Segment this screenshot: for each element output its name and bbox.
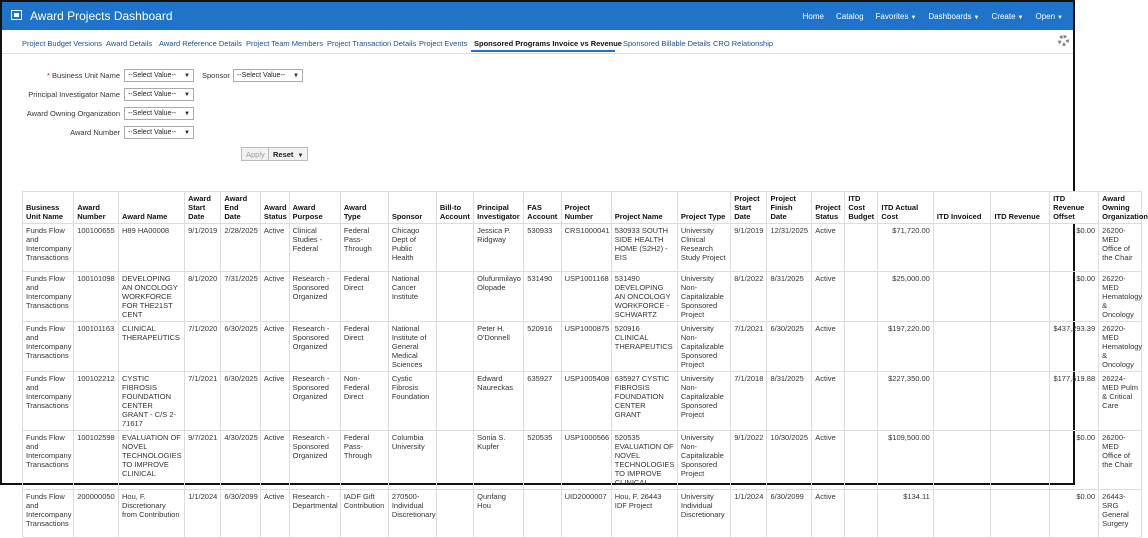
- table-cell: 100101163: [74, 322, 119, 372]
- table-cell: [524, 490, 561, 538]
- tab-cro-relationship[interactable]: CRO Relationship: [713, 39, 774, 48]
- table-cell: $109,500.00: [878, 431, 933, 490]
- nav-open[interactable]: Open ▼: [1035, 12, 1063, 21]
- table-cell: University Non-Capitalizable Sponsored Project: [677, 322, 730, 372]
- table-cell: H89 HA00008: [118, 224, 184, 272]
- table-cell: Funds Flow and Intercompany Transactions: [23, 224, 74, 272]
- table-cell: 7/1/2021: [185, 372, 221, 431]
- table-cell: $134.11: [878, 490, 933, 538]
- table-row[interactable]: [23, 272, 1142, 322]
- column-header[interactable]: ITD Revenue: [991, 192, 1050, 224]
- table-cell: Active: [260, 224, 289, 272]
- table-cell: Olufunmilayo Olopade: [474, 272, 524, 322]
- table-cell: Active: [812, 224, 845, 272]
- table-cell: CLINICAL THERAPEUTICS: [118, 322, 184, 372]
- award-number-select[interactable]: --Select Value-- ▼: [124, 126, 194, 139]
- table-cell: University Non-Capitalizable Sponsored Project: [677, 272, 730, 322]
- table-cell: 635927: [524, 372, 561, 431]
- table-row[interactable]: [23, 490, 1142, 538]
- table-cell: Peter H. O'Donnell: [474, 322, 524, 372]
- table-cell: [933, 272, 991, 322]
- table-row[interactable]: [23, 431, 1142, 490]
- tab-award-details[interactable]: Award Details: [106, 39, 153, 48]
- table-cell: 1/1/2024: [185, 490, 221, 538]
- table-cell: 520916 CLINICAL THERAPEUTICS: [611, 322, 677, 372]
- tab-project-team-members[interactable]: Project Team Members: [246, 39, 323, 48]
- column-header[interactable]: Principal Investigator: [474, 192, 524, 224]
- column-header[interactable]: Award Status: [260, 192, 289, 224]
- table-cell: 530933 SOUTH SIDE HEALTH HOME (S2H2) - EIS: [611, 224, 677, 272]
- table-cell: CYSTIC FIBROSIS FOUNDATION CENTER GRANT - C/S 2-71617: [118, 372, 184, 431]
- table-body: [23, 224, 1142, 538]
- table-row[interactable]: [23, 322, 1142, 372]
- apply-button[interactable]: Apply: [241, 147, 270, 161]
- table-cell: 6/30/2099: [221, 490, 260, 538]
- table-cell: Active: [260, 372, 289, 431]
- table-cell: 100102212: [74, 372, 119, 431]
- table-cell: 100102598: [74, 431, 119, 490]
- column-header[interactable]: Award Name: [118, 192, 184, 224]
- table-cell: 7/1/2021: [731, 322, 767, 372]
- table-cell: [845, 322, 878, 372]
- table-row[interactable]: [23, 372, 1142, 431]
- business-unit-label: * Business Unit Name: [47, 71, 120, 80]
- table-cell: [845, 224, 878, 272]
- table-cell: Non-Federal Direct: [340, 372, 388, 431]
- tab-project-events[interactable]: Project Events: [419, 39, 468, 48]
- table-cell: [991, 490, 1050, 538]
- table-cell: 9/1/2019: [731, 224, 767, 272]
- table-cell: 7/31/2025: [221, 272, 260, 322]
- table-cell: Funds Flow and Intercompany Transactions: [23, 372, 74, 431]
- table-cell: 520535: [524, 431, 561, 490]
- column-header[interactable]: FAS Account: [524, 192, 561, 224]
- chevron-down-icon: ▼: [184, 111, 190, 117]
- table-cell: UID2000007: [561, 490, 611, 538]
- table-cell: 100101098: [74, 272, 119, 322]
- table-cell: 26220-MED Hematology & Oncology: [1099, 322, 1142, 372]
- table-cell: Funds Flow and Intercompany Transactions: [23, 322, 74, 372]
- table-cell: 26200-MED Office of the Chair: [1099, 431, 1142, 490]
- chevron-down-icon: ▼: [973, 15, 980, 21]
- tab-sponsored-billable-details[interactable]: Sponsored Billable Details: [623, 39, 711, 48]
- table-cell: 635927 CYSTIC FIBROSIS FOUNDATION CENTER GRANT: [611, 372, 677, 431]
- nav-create[interactable]: Create ▼: [991, 12, 1024, 21]
- table-cell: 8/1/2020: [185, 272, 221, 322]
- results-table: [22, 191, 1148, 538]
- table-cell: [991, 372, 1050, 431]
- table-cell: 531490 DEVELOPING AN ONCOLOGY WORKFORCE - SCHWARTZ: [611, 272, 677, 322]
- table-cell: $0.00: [1050, 490, 1099, 538]
- results-table-container[interactable]: [22, 191, 1148, 528]
- table-cell: Clinical Studies - Federal: [289, 224, 340, 272]
- chevron-down-icon: ▼: [297, 153, 304, 159]
- table-cell: Hou, F. 26443 IDF Project: [611, 490, 677, 538]
- chevron-down-icon: ▼: [184, 73, 190, 79]
- table-cell: Federal Pass-Through: [340, 224, 388, 272]
- column-header[interactable]: ITD Revenue Offset: [1050, 192, 1099, 224]
- table-cell: EVALUATION OF NOVEL TECHNOLOGIES TO IMPROVE CLINICAL: [118, 431, 184, 490]
- tab-project-transaction-details[interactable]: Project Transaction Details: [327, 39, 417, 48]
- table-cell: 26443-SRG General Surgery: [1099, 490, 1142, 538]
- table-cell: University Individual Discretionary: [677, 490, 730, 538]
- table-cell: Funds Flow and Intercompany Transactions: [23, 431, 74, 490]
- nav-favorites[interactable]: Favorites ▼: [875, 12, 917, 21]
- column-header[interactable]: Award Start Date: [185, 192, 221, 224]
- table-cell: [933, 372, 991, 431]
- table-cell: 6/30/2025: [221, 322, 260, 372]
- table-cell: $0.00: [1050, 272, 1099, 322]
- chevron-down-icon: ▼: [1017, 15, 1024, 21]
- table-cell: Qunfang Hou: [474, 490, 524, 538]
- table-cell: Cystic Fibrosis Foundation: [388, 372, 436, 431]
- column-header[interactable]: Award Purpose: [289, 192, 340, 224]
- chevron-down-icon: ▼: [184, 130, 190, 136]
- chevron-down-icon: ▼: [910, 15, 917, 21]
- table-cell: [991, 431, 1050, 490]
- chevron-down-icon: ▼: [184, 92, 190, 98]
- table-cell: [845, 431, 878, 490]
- table-cell: Hou, F. Discretionary from Contribution: [118, 490, 184, 538]
- owning-org-select[interactable]: --Select Value-- ▼: [124, 107, 194, 120]
- column-header[interactable]: Award Number: [74, 192, 119, 224]
- table-cell: 9/7/2021: [185, 431, 221, 490]
- table-cell: $227,350.00: [878, 372, 933, 431]
- table-cell: [845, 372, 878, 431]
- table-cell: DEVELOPING AN ONCOLOGY WORKFORCE FOR THE21ST CENT: [118, 272, 184, 322]
- column-header[interactable]: ITD Invoiced: [933, 192, 991, 224]
- table-cell: Active: [260, 272, 289, 322]
- table-cell: Edward Naureckas: [474, 372, 524, 431]
- table-cell: [991, 224, 1050, 272]
- column-header[interactable]: Award Type: [340, 192, 388, 224]
- table-cell: Research - Departmental: [289, 490, 340, 538]
- table-cell: University Non-Capitalizable Sponsored Project: [677, 372, 730, 431]
- table-cell: USP1001168: [561, 272, 611, 322]
- table-cell: [933, 490, 991, 538]
- table-cell: [436, 322, 473, 372]
- column-header[interactable]: ITD Actual Cost: [878, 192, 933, 224]
- column-header[interactable]: Project Status: [812, 192, 845, 224]
- table-cell: University Clinical Research Study Project: [677, 224, 730, 272]
- table-cell: 10/30/2025: [767, 431, 812, 490]
- table-cell: USP1000875: [561, 322, 611, 372]
- table-cell: Active: [812, 272, 845, 322]
- sponsor-select[interactable]: --Select Value-- ▼: [233, 69, 303, 82]
- chevron-down-icon: ▼: [293, 73, 299, 79]
- table-cell: 1/1/2024: [731, 490, 767, 538]
- table-cell: Active: [260, 322, 289, 372]
- chevron-down-icon: ▼: [1057, 15, 1063, 21]
- table-cell: $437,293.39: [1050, 322, 1099, 372]
- table-cell: National Institute of General Medical Sciences: [388, 322, 436, 372]
- table-cell: Research - Sponsored Organized: [289, 272, 340, 322]
- column-header[interactable]: Business Unit Name: [23, 192, 74, 224]
- dashboard-tabs: [2, 30, 1073, 54]
- table-cell: USP1005408: [561, 372, 611, 431]
- table-cell: 9/1/2019: [185, 224, 221, 272]
- table-cell: 2/28/2025: [221, 224, 260, 272]
- table-cell: $197,220.00: [878, 322, 933, 372]
- table-cell: 520535 EVALUATION OF NOVEL TECHNOLOGIES TO IMPROVE CLINICAL: [611, 431, 677, 490]
- table-cell: [436, 431, 473, 490]
- tab-award-reference-details[interactable]: Award Reference Details: [159, 39, 242, 48]
- header-bar: [2, 2, 1073, 30]
- dashboard-icon: [11, 10, 22, 20]
- table-cell: Federal Pass-Through: [340, 431, 388, 490]
- table-cell: 8/1/2022: [731, 272, 767, 322]
- column-header[interactable]: ITD Cost Budget: [845, 192, 878, 224]
- table-cell: 530933: [524, 224, 561, 272]
- award-number-label: Award Number: [70, 128, 120, 137]
- table-cell: 520916: [524, 322, 561, 372]
- table-cell: 8/31/2025: [767, 372, 812, 431]
- table-cell: University Non-Capitalizable Sponsored Project: [677, 431, 730, 490]
- table-cell: USP1000566: [561, 431, 611, 490]
- tab-sponsored-programs-invoice-vs-revenue[interactable]: Sponsored Programs Invoice vs Revenue: [474, 39, 622, 48]
- gear-icon[interactable]: [1058, 35, 1069, 46]
- column-header[interactable]: Bill-to Account: [436, 192, 473, 224]
- table-cell: [845, 272, 878, 322]
- table-cell: 8/31/2025: [767, 272, 812, 322]
- table-cell: $0.00: [1050, 224, 1099, 272]
- column-header[interactable]: Project Finish Date: [767, 192, 812, 224]
- column-header[interactable]: Award Owning Organization: [1099, 192, 1142, 224]
- nav-dashboards[interactable]: Dashboards ▼: [928, 12, 980, 21]
- table-cell: 26224-MED Pulm & Critical Care: [1099, 372, 1142, 431]
- table-cell: Columbia University: [388, 431, 436, 490]
- column-header[interactable]: Project Type: [677, 192, 730, 224]
- table-cell: 100100655: [74, 224, 119, 272]
- table-cell: 26220-MED Hematology & Oncology: [1099, 272, 1142, 322]
- table-cell: [845, 490, 878, 538]
- table-cell: 531490: [524, 272, 561, 322]
- table-cell: [933, 224, 991, 272]
- table-cell: Jessica P. Ridgway: [474, 224, 524, 272]
- global-nav: [803, 12, 1063, 21]
- table-cell: Active: [812, 490, 845, 538]
- nav-home[interactable]: Home: [802, 12, 824, 21]
- table-cell: Federal Direct: [340, 272, 388, 322]
- table-cell: [436, 224, 473, 272]
- table-cell: Active: [812, 431, 845, 490]
- table-cell: 270500-Individual Discretionary: [388, 490, 436, 538]
- table-cell: Active: [260, 490, 289, 538]
- table-cell: [436, 372, 473, 431]
- table-cell: Chicago Dept of Public Health: [388, 224, 436, 272]
- table-header-row: [23, 192, 1142, 224]
- page-title: Award Projects Dashboard: [30, 9, 173, 23]
- table-cell: $25,000.00: [878, 272, 933, 322]
- table-cell: IADF Gift Contribution: [340, 490, 388, 538]
- table-cell: 12/31/2025: [767, 224, 812, 272]
- table-cell: Funds Flow and Intercompany Transactions: [23, 490, 74, 538]
- column-header[interactable]: Sponsor: [388, 192, 436, 224]
- table-cell: [933, 431, 991, 490]
- table-cell: [991, 272, 1050, 322]
- table-cell: Active: [812, 372, 845, 431]
- active-tab-indicator: [471, 50, 615, 52]
- table-cell: Funds Flow and Intercompany Transactions: [23, 272, 74, 322]
- table-cell: 7/1/2018: [731, 372, 767, 431]
- table-cell: Research - Sponsored Organized: [289, 322, 340, 372]
- sponsor-label: Sponsor: [202, 71, 230, 80]
- table-cell: National Cancer Institute: [388, 272, 436, 322]
- table-cell: 4/30/2025: [221, 431, 260, 490]
- table-cell: 200000050: [74, 490, 119, 538]
- table-cell: $177,519.88: [1050, 372, 1099, 431]
- nav-catalog[interactable]: Catalog: [835, 12, 864, 21]
- reset-button[interactable]: Reset ▼: [268, 147, 308, 161]
- column-header[interactable]: Award End Date: [221, 192, 260, 224]
- owning-org-label: Award Owning Organization: [26, 109, 120, 118]
- table-cell: 6/30/2099: [767, 490, 812, 538]
- table-cell: $0.00: [1050, 431, 1099, 490]
- table-cell: Research - Sponsored Organized: [289, 372, 340, 431]
- table-cell: Federal Direct: [340, 322, 388, 372]
- table-cell: Research - Sponsored Organized: [289, 431, 340, 490]
- column-header[interactable]: Project Number: [561, 192, 611, 224]
- column-header[interactable]: Project Name: [611, 192, 677, 224]
- table-cell: [436, 272, 473, 322]
- table-cell: [991, 322, 1050, 372]
- table-cell: 7/1/2020: [185, 322, 221, 372]
- table-cell: 26200-MED Office of the Chair: [1099, 224, 1142, 272]
- tab-project-budget-versions[interactable]: Project Budget Versions: [22, 39, 103, 48]
- pi-label: Principal Investigator Name: [28, 90, 120, 99]
- table-cell: Active: [812, 322, 845, 372]
- table-cell: 6/30/2025: [767, 322, 812, 372]
- table-cell: [933, 322, 991, 372]
- table-cell: 6/30/2025: [221, 372, 260, 431]
- table-cell: [436, 490, 473, 538]
- table-cell: $71,720.00: [878, 224, 933, 272]
- pi-select[interactable]: --Select Value-- ▼: [124, 88, 194, 101]
- table-row[interactable]: [23, 224, 1142, 272]
- table-cell: 9/1/2022: [731, 431, 767, 490]
- column-header[interactable]: Project Start Date: [731, 192, 767, 224]
- table-cell: CRS1000041: [561, 224, 611, 272]
- table-cell: Sonia S. Kupfer: [474, 431, 524, 490]
- table-cell: Active: [260, 431, 289, 490]
- business-unit-select[interactable]: --Select Value-- ▼: [124, 69, 194, 82]
